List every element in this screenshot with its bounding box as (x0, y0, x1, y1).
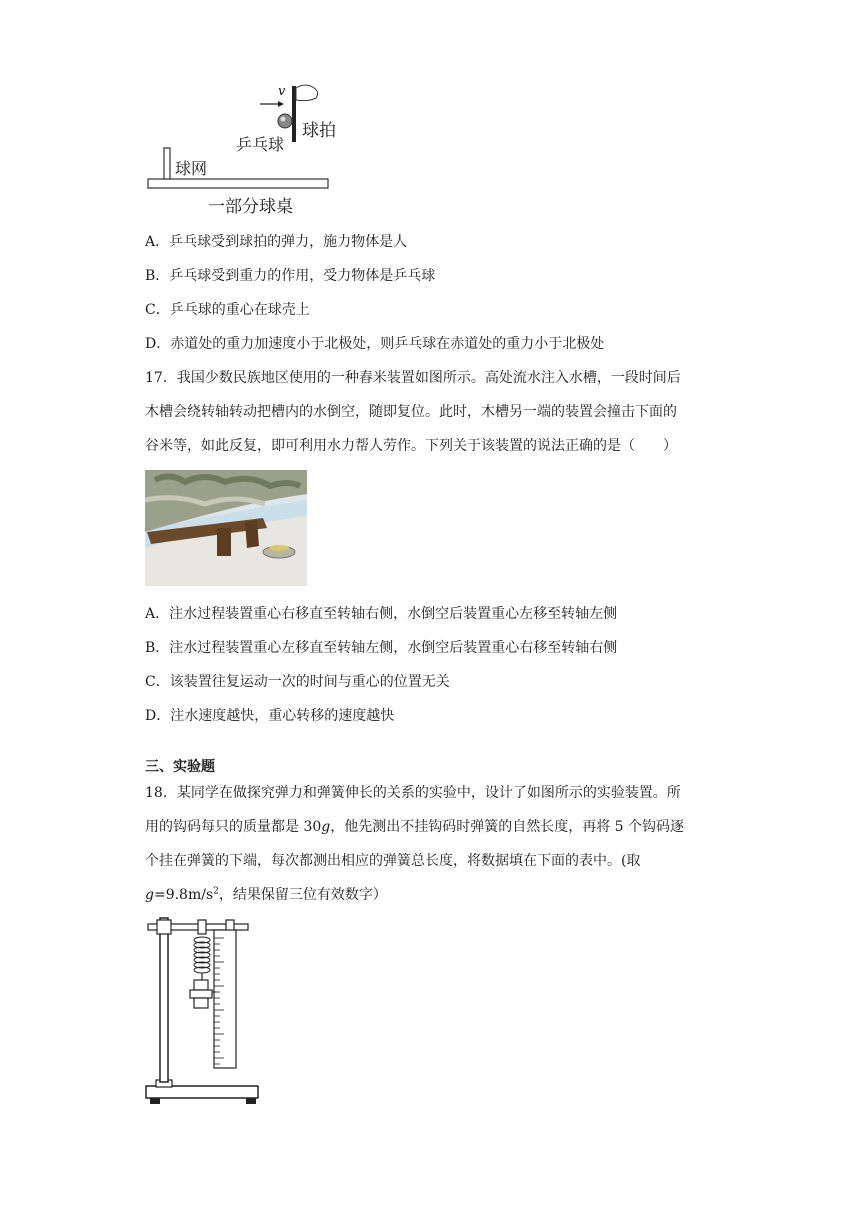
spring-apparatus-diagram (140, 912, 270, 1112)
q17-option-a: A．注水过程装置重心右移直至转轴右侧，水倒空后装置重心左移至转轴左侧 (145, 606, 618, 622)
q18-line4-g: g (145, 887, 154, 903)
q17-option-c: C．该装置往复运动一次的时间与重心的位置无关 (145, 674, 450, 690)
section-heading: 三、实验题 (145, 759, 215, 775)
q17-stem-line1: 17．我国少数民族地区使用的一种舂米装置如图所示。高处流水注入水槽，一段时间后 (145, 370, 681, 386)
q16-option-d: D．赤道处的重力加速度小于北极处，则乒乓球在赤道处的重力小于北极处 (145, 336, 605, 352)
q18-stem-line2 (145, 816, 684, 836)
q18-stem-line4 (145, 884, 387, 904)
q18-line2-text-a: 用的钩码每只的质量都是 30 (145, 819, 322, 835)
q17-stem-line2: 木槽会绕转轴转动把槽内的水倒空，随即复位。此时，木槽另一端的装置会撞击下面的 (145, 404, 677, 420)
q17-option-d: D．注水速度越快，重心转移的速度越快 (145, 708, 395, 724)
rice-pounder-photo (145, 470, 307, 586)
q17-stem-line3: 谷米等，如此反复，即可利用水力帮人劳作。下列关于该装置的说法正确的是（ ） (145, 438, 677, 454)
q18-line4-text-a: =9.8m/s (153, 887, 214, 903)
q16-option-b: B．乒乓球受到重力的作用，受力物体是乒乓球 (145, 268, 436, 284)
q18-stem-line1: 18．某同学在做探究弹力和弹簧伸长的关系的实验中，设计了如图所示的实验装置。所 (145, 785, 681, 801)
table-label: 一部分球桌 (208, 197, 293, 217)
q18-line4-text-b: ，结果保留三位有效数字） (218, 887, 387, 903)
ball-label: 乒乓球 (236, 135, 285, 154)
q18-stem-line3: 个挂在弹簧的下端，每次都测出相应的弹簧总长度，将数据填在下面的表中。(取 (145, 853, 641, 869)
rice-pounder-illustration (145, 470, 307, 586)
velocity-label: v (278, 84, 286, 99)
q17-option-b: B．注水过程装置重心左移直至转轴左侧，水倒空后装置重心右移至转轴右侧 (145, 640, 618, 656)
paddle-label: 球拍 (302, 121, 336, 141)
net-label: 球网 (175, 159, 208, 178)
q18-line2-g: g (321, 819, 331, 835)
q18-line4-sup: 2 (213, 886, 219, 897)
spring-apparatus-figure (140, 912, 270, 1112)
q18-line2-text-b: ，他先测出不挂钩码时弹簧的自然长度，再将 5 个钩码逐 (330, 819, 685, 835)
q16-option-c: C．乒乓球的重心在球壳上 (145, 302, 310, 318)
ping-pong-figure (140, 76, 360, 216)
q16-option-a: A．乒乓球受到球拍的弹力，施力物体是人 (145, 234, 408, 250)
